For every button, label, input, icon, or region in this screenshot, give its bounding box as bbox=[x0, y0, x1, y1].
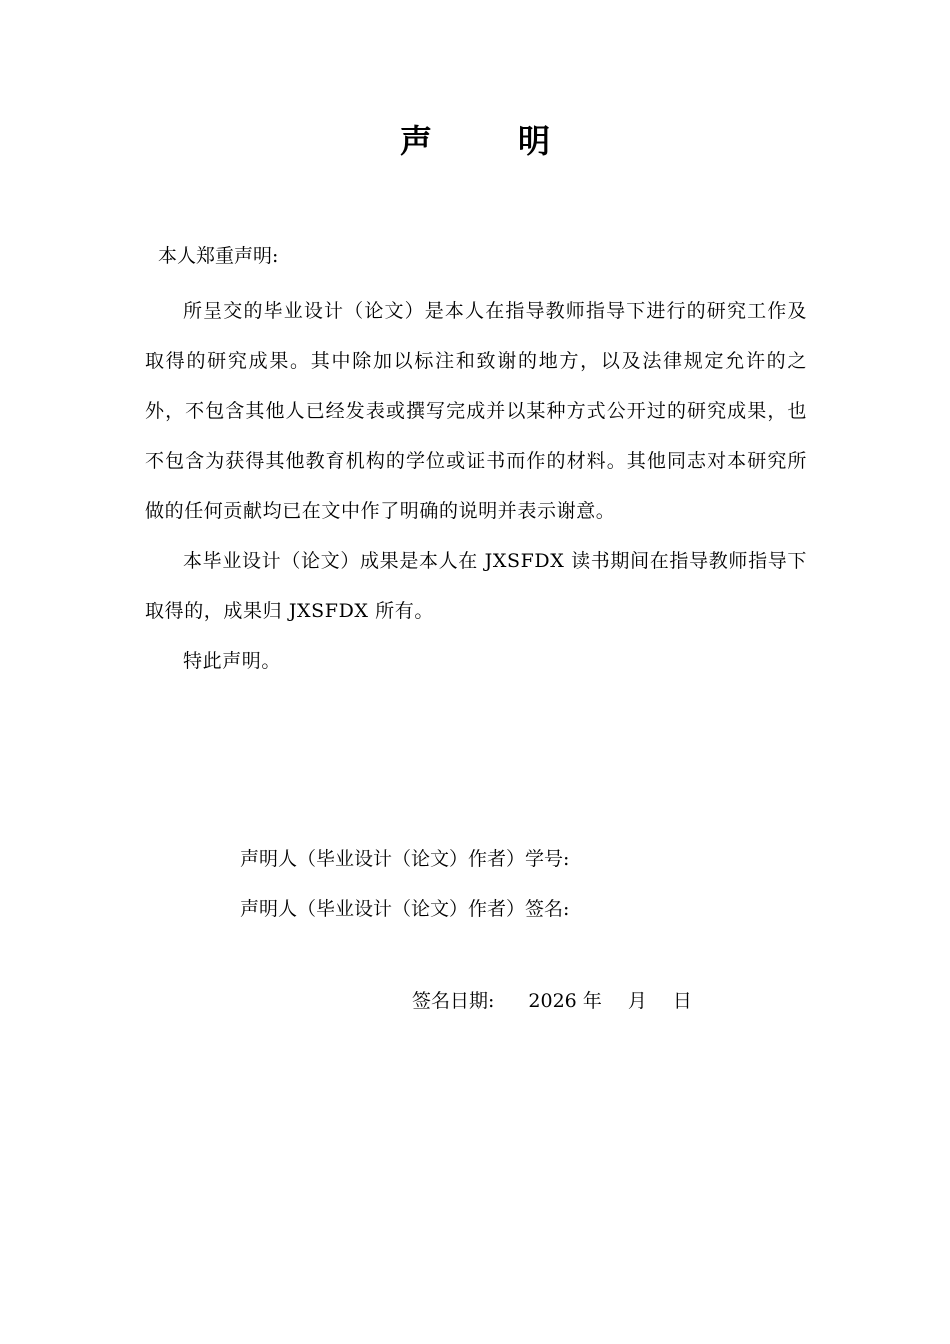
date-label: 签名日期: bbox=[412, 990, 495, 1012]
signature-label: 声明人（毕业设计（论文）作者）签名: bbox=[240, 898, 570, 920]
paragraph-originality: 所呈交的毕业设计（论文）是本人在指导教师指导下进行的研究工作及取得的研究成果。其中除加以标注和致谢的地方，以及法律规定允许的之外，不包含其他人已经发表或撰写完成并以某种方式公开过的研究成果，也不包含为获得其他教育机构的学位或证书而作的材料。其他同志对本研究所做的任何贡献均已在文中作了明确的说明并表示谢意。 bbox=[145, 300, 807, 522]
student-id-label: 声明人（毕业设计（论文）作者）学号: bbox=[240, 848, 570, 870]
title-char-1: 声 bbox=[399, 122, 432, 160]
signature-block bbox=[240, 834, 569, 934]
signature-date bbox=[412, 986, 692, 1016]
declaration-body bbox=[145, 286, 807, 686]
year-unit: 年 bbox=[582, 990, 602, 1012]
paragraph-closing: 特此声明。 bbox=[183, 650, 282, 672]
paragraph-ownership: 本毕业设计（论文）成果是本人在 JXSFDX 读书期间在指导教师指导下取得的，成果归 JXSFDX 所有。 bbox=[145, 550, 807, 622]
page-title bbox=[0, 118, 950, 164]
day-unit: 日 bbox=[672, 990, 692, 1012]
date-year: 2026 bbox=[528, 990, 577, 1012]
salutation: 本人郑重声明: bbox=[158, 245, 279, 267]
month-unit: 月 bbox=[627, 990, 647, 1012]
title-char-2: 明 bbox=[518, 122, 551, 160]
